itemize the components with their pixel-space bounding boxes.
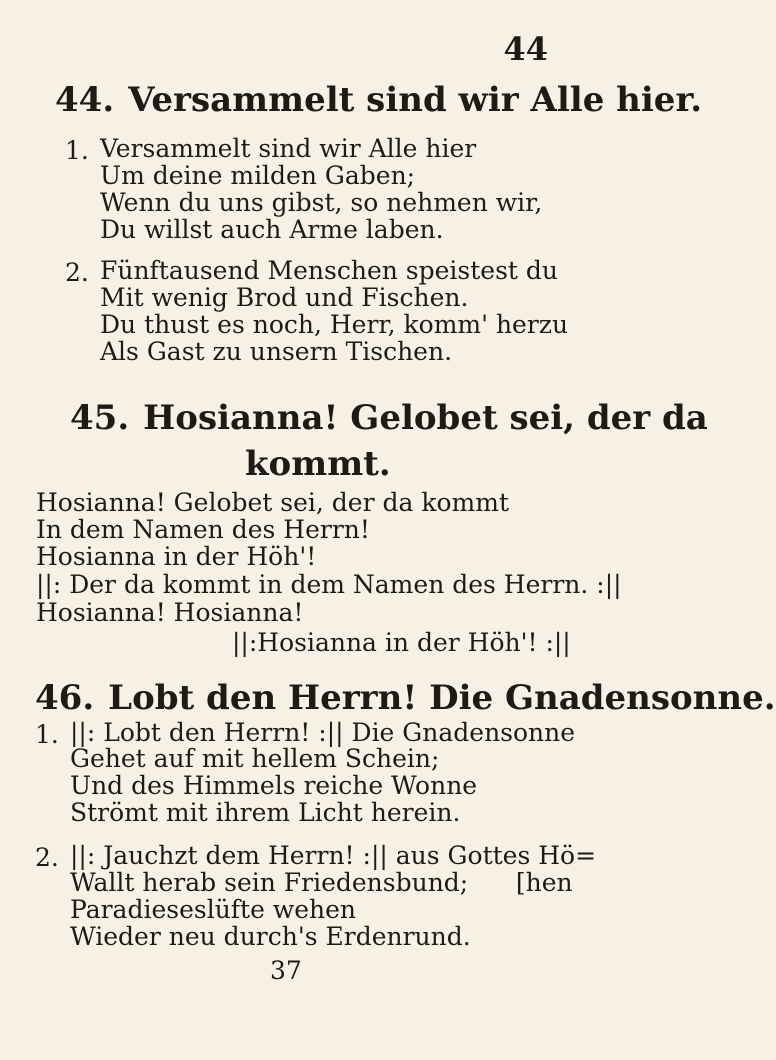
verse-line: ||:Hosianna in der Höh'! :|| (232, 628, 571, 657)
hymn-45-title (70, 398, 708, 438)
verse-line: Paradieseslüfte wehen (70, 895, 357, 924)
verse-line: Und des Himmels reiche Wonne (70, 771, 478, 800)
stanza-number: 2. (35, 843, 59, 872)
verse-line: Hosianna in der Höh'! (36, 542, 317, 571)
verse-line: In dem Namen des Herrn! (36, 515, 370, 544)
verse-line: Versammelt sind wir Alle hier (100, 134, 477, 163)
hymn-44-title (55, 80, 702, 120)
stanza-number: 1. (35, 720, 59, 749)
verse-line: Mit wenig Brod und Fischen. (100, 283, 469, 312)
verse-line: Um deine milden Gaben; (100, 161, 416, 190)
hymn-46-title (35, 678, 776, 718)
hymn-number: 45. (70, 398, 130, 438)
verse-line: ||: Jauchzt dem Herrn! :|| aus Gottes Hö= (70, 841, 597, 870)
hymn-title-text: Lobt den Herrn! Die Gnadensonne. (108, 678, 776, 718)
verse-line: Hosianna! Hosianna! (36, 598, 304, 627)
verse-line: Du thust es noch, Herr, komm' herzu (100, 310, 569, 339)
verse-line: Wenn du uns gibst, so nehmen wir, (100, 188, 543, 217)
verse-line: Hosianna! Gelobet sei, der da kommt (36, 488, 510, 517)
verse-line: Wallt herab sein Friedensbund; [hen (70, 868, 573, 897)
hymn-title-text: Versammelt sind wir Alle hier. (128, 80, 703, 120)
verse-line: Du willst auch Arme laben. (100, 215, 444, 244)
verse-line: Als Gast zu unsern Tischen. (100, 337, 453, 366)
footer-page-number: 37 (270, 956, 302, 985)
stanza-number: 1. (65, 136, 89, 165)
hymn-number: 44. (55, 80, 115, 120)
page-number: 44 (503, 30, 548, 68)
hymn-title-text: Hosianna! Gelobet sei, der da (143, 398, 708, 438)
verse-line: Fünftausend Menschen speistest du (100, 256, 559, 285)
verse-line: ||: Der da kommt in dem Namen des Herrn. :|| (36, 570, 622, 599)
verse-line: ||: Lobt den Herrn! :|| Die Gnadensonne (70, 718, 576, 747)
hymn-number: 46. (35, 678, 95, 718)
verse-line: Strömt mit ihrem Licht herein. (70, 798, 461, 827)
stanza-number: 2. (65, 258, 89, 287)
verse-line: Gehet auf mit hellem Schein; (70, 744, 440, 773)
hymn-45-title-continued: kommt. (245, 444, 391, 484)
verse-line: Wieder neu durch's Erdenrund. (70, 922, 471, 951)
